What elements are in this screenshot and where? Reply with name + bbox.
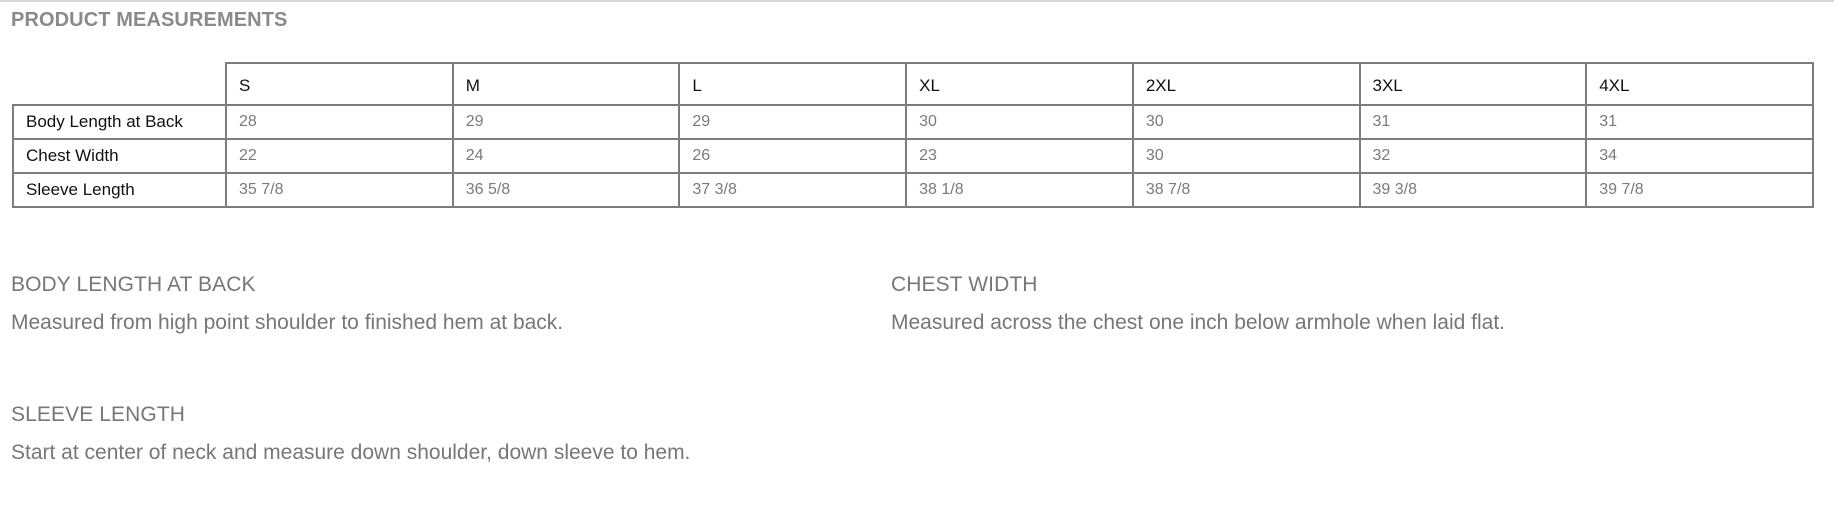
table-cell: 24 bbox=[453, 139, 680, 173]
size-header-2xl: 2XL bbox=[1133, 63, 1360, 105]
size-header-row bbox=[13, 63, 1813, 105]
table-row-body-length bbox=[13, 105, 1813, 139]
size-header-m: M bbox=[453, 63, 680, 105]
table-cell: 36 5/8 bbox=[453, 173, 680, 207]
definition-title: SLEEVE LENGTH bbox=[11, 403, 186, 426]
table-cell: 38 1/8 bbox=[906, 173, 1133, 207]
table-cell: 22 bbox=[226, 139, 453, 173]
table-cell: 38 7/8 bbox=[1133, 173, 1360, 207]
table-cell: 31 bbox=[1586, 105, 1813, 139]
table-cell: 28 bbox=[226, 105, 453, 139]
size-header-xl: XL bbox=[906, 63, 1133, 105]
table-cell: 37 3/8 bbox=[679, 173, 906, 207]
table-cell: 30 bbox=[906, 105, 1133, 139]
table-cell: 30 bbox=[1133, 139, 1360, 173]
definition-title: BODY LENGTH AT BACK bbox=[11, 273, 256, 296]
table-cell: 39 7/8 bbox=[1586, 173, 1813, 207]
definition-sleeve-length bbox=[11, 403, 690, 465]
top-divider bbox=[0, 0, 1834, 2]
table-corner-cell bbox=[13, 63, 226, 105]
row-label-body-length: Body Length at Back bbox=[13, 105, 226, 139]
size-header-s: S bbox=[226, 63, 453, 105]
table-cell: 31 bbox=[1360, 105, 1587, 139]
table-cell: 29 bbox=[679, 105, 906, 139]
table-row-sleeve-length bbox=[13, 173, 1813, 207]
table-cell: 34 bbox=[1586, 139, 1813, 173]
table-cell: 30 bbox=[1133, 105, 1360, 139]
definition-text: Measured across the chest one inch below armhole when laid flat. bbox=[891, 311, 1506, 334]
definition-title: CHEST WIDTH bbox=[891, 273, 1038, 296]
table-cell: 26 bbox=[679, 139, 906, 173]
table-cell: 29 bbox=[453, 105, 680, 139]
table-cell: 35 7/8 bbox=[226, 173, 453, 207]
size-header-3xl: 3XL bbox=[1360, 63, 1587, 105]
table-cell: 23 bbox=[906, 139, 1133, 173]
measurements-table bbox=[12, 62, 1814, 208]
size-header-l: L bbox=[679, 63, 906, 105]
size-header-4xl: 4XL bbox=[1586, 63, 1813, 105]
table-cell: 32 bbox=[1360, 139, 1587, 173]
table-row-chest-width bbox=[13, 139, 1813, 173]
row-label-chest-width: Chest Width bbox=[13, 139, 226, 173]
definition-text: Measured from high point shoulder to finished hem at back. bbox=[11, 311, 564, 334]
definition-body-length bbox=[11, 273, 563, 335]
definition-text: Start at center of neck and measure down shoulder, down sleeve to hem. bbox=[11, 441, 691, 464]
row-label-sleeve-length: Sleeve Length bbox=[13, 173, 226, 207]
section-title: PRODUCT MEASUREMENTS bbox=[11, 9, 288, 31]
definition-chest-width bbox=[891, 273, 1505, 335]
table-cell: 39 3/8 bbox=[1360, 173, 1587, 207]
